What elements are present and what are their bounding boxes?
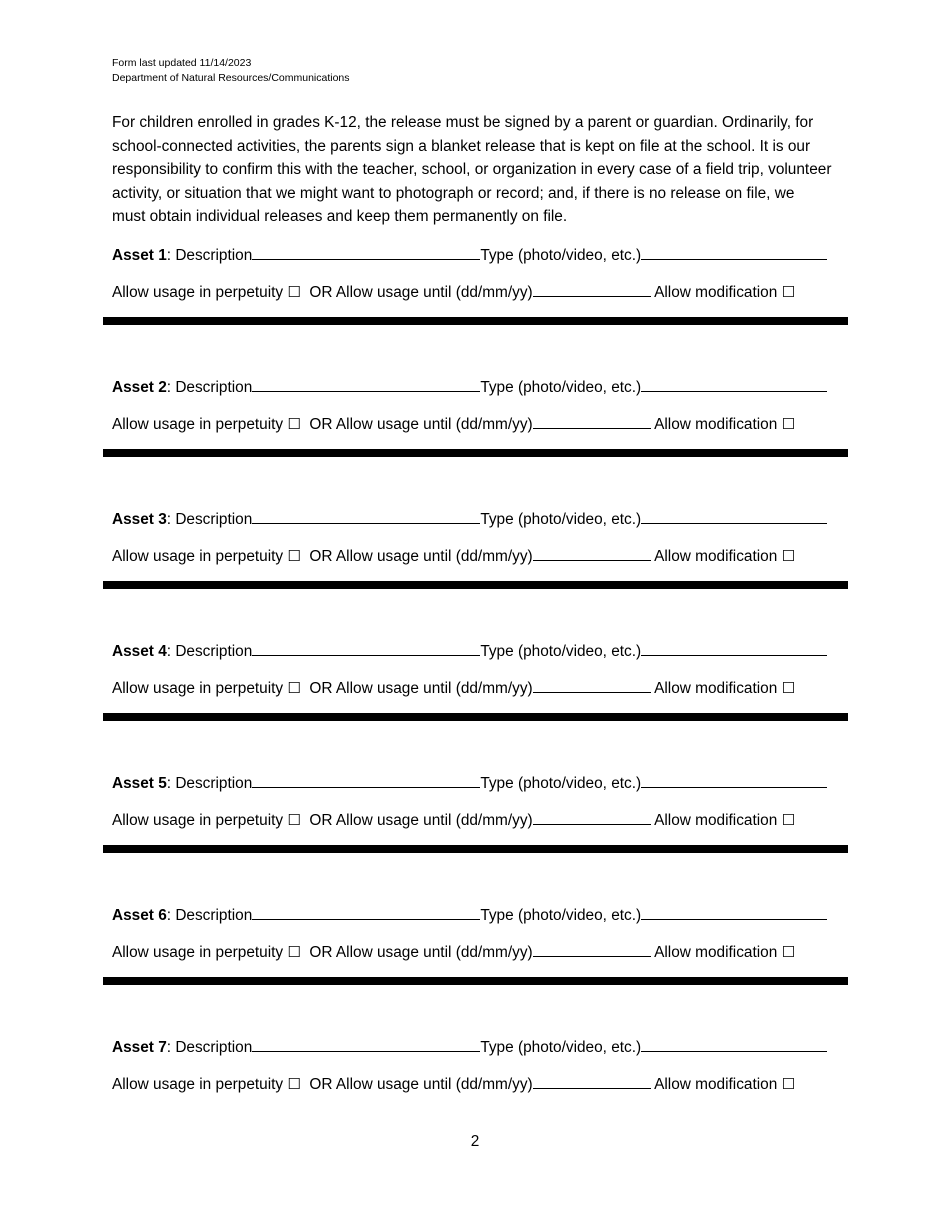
description-field[interactable] bbox=[252, 641, 480, 656]
asset-description-row bbox=[112, 509, 827, 530]
asset-description-row bbox=[112, 1037, 827, 1058]
perpetuity-label: Allow usage in perpetuity bbox=[112, 548, 284, 565]
description-field[interactable] bbox=[252, 773, 480, 788]
modification-checkbox[interactable]: ☐ bbox=[781, 547, 796, 565]
asset-description-row bbox=[112, 641, 827, 662]
modification-label: Allow modification bbox=[654, 548, 778, 565]
modification-checkbox[interactable]: ☐ bbox=[781, 415, 796, 433]
description-label: : Description bbox=[166, 511, 253, 528]
type-field[interactable] bbox=[641, 245, 827, 260]
usage-until-label: OR Allow usage until (dd/mm/yy) bbox=[309, 284, 533, 301]
type-label: Type (photo/video, etc.) bbox=[480, 379, 642, 396]
section-divider bbox=[103, 713, 848, 721]
description-field[interactable] bbox=[252, 905, 480, 920]
type-field[interactable] bbox=[641, 641, 827, 656]
usage-until-label: OR Allow usage until (dd/mm/yy) bbox=[309, 416, 533, 433]
description-label: : Description bbox=[166, 247, 253, 264]
modification-checkbox[interactable]: ☐ bbox=[781, 283, 796, 301]
perpetuity-checkbox[interactable]: ☐ bbox=[287, 547, 301, 565]
modification-label: Allow modification bbox=[654, 416, 778, 433]
type-field[interactable] bbox=[641, 773, 827, 788]
usage-until-date-field[interactable] bbox=[533, 678, 651, 693]
asset-description-row bbox=[112, 245, 827, 266]
intro-paragraph: For children enrolled in grades K-12, the release must be signed by a parent or guardian. Ordinarily, for school-connected activities, the parents sign a blanket release that is kept on file at the school. It is our responsibility to confirm this with the teacher, school, or organization in every case of a field trip, volunteer activity, or situation that we might want to photograph or record; and, if there is no release on file, we must obtain individual releases and keep them permanently on file. bbox=[112, 114, 832, 226]
section-divider bbox=[103, 845, 848, 853]
type-field[interactable] bbox=[641, 377, 827, 392]
perpetuity-label: Allow usage in perpetuity bbox=[112, 812, 284, 829]
section-divider bbox=[103, 449, 848, 457]
section-divider bbox=[103, 317, 848, 325]
asset-usage-row bbox=[112, 1074, 795, 1095]
description-label: : Description bbox=[166, 643, 253, 660]
asset-label: Asset 2 bbox=[112, 379, 167, 396]
asset-usage-row bbox=[112, 942, 795, 963]
usage-until-label: OR Allow usage until (dd/mm/yy) bbox=[309, 812, 533, 829]
modification-checkbox[interactable]: ☐ bbox=[781, 943, 796, 961]
asset-description-row bbox=[112, 377, 827, 398]
usage-until-label: OR Allow usage until (dd/mm/yy) bbox=[309, 680, 533, 697]
perpetuity-checkbox[interactable]: ☐ bbox=[287, 283, 301, 301]
perpetuity-label: Allow usage in perpetuity bbox=[112, 416, 284, 433]
asset-usage-row bbox=[112, 810, 795, 831]
usage-until-label: OR Allow usage until (dd/mm/yy) bbox=[309, 944, 533, 961]
description-field[interactable] bbox=[252, 1037, 480, 1052]
asset-label: Asset 1 bbox=[112, 247, 167, 264]
type-field[interactable] bbox=[641, 1037, 827, 1052]
modification-checkbox[interactable]: ☐ bbox=[781, 1075, 796, 1093]
description-label: : Description bbox=[166, 1039, 253, 1056]
perpetuity-label: Allow usage in perpetuity bbox=[112, 284, 284, 301]
form-header bbox=[112, 56, 350, 86]
perpetuity-label: Allow usage in perpetuity bbox=[112, 944, 284, 961]
type-field[interactable] bbox=[641, 509, 827, 524]
asset-label: Asset 3 bbox=[112, 511, 167, 528]
form-updated-date: Form last updated 11/14/2023 bbox=[112, 57, 252, 69]
modification-label: Allow modification bbox=[654, 680, 778, 697]
perpetuity-checkbox[interactable]: ☐ bbox=[287, 943, 301, 961]
perpetuity-label: Allow usage in perpetuity bbox=[112, 680, 284, 697]
usage-until-date-field[interactable] bbox=[533, 282, 651, 297]
perpetuity-checkbox[interactable]: ☐ bbox=[287, 1075, 301, 1093]
description-field[interactable] bbox=[252, 377, 480, 392]
asset-usage-row bbox=[112, 678, 795, 699]
modification-checkbox[interactable]: ☐ bbox=[781, 811, 796, 829]
type-label: Type (photo/video, etc.) bbox=[480, 775, 642, 792]
department-name: Department of Natural Resources/Communications bbox=[112, 72, 350, 84]
usage-until-date-field[interactable] bbox=[533, 810, 651, 825]
asset-usage-row bbox=[112, 546, 795, 567]
perpetuity-label: Allow usage in perpetuity bbox=[112, 1076, 284, 1093]
type-field[interactable] bbox=[641, 905, 827, 920]
modification-label: Allow modification bbox=[654, 944, 778, 961]
modification-label: Allow modification bbox=[654, 812, 778, 829]
page-number: 2 bbox=[470, 1133, 480, 1150]
asset-label: Asset 5 bbox=[112, 775, 167, 792]
section-divider bbox=[103, 581, 848, 589]
type-label: Type (photo/video, etc.) bbox=[480, 1039, 642, 1056]
usage-until-date-field[interactable] bbox=[533, 1074, 651, 1089]
asset-usage-row bbox=[112, 414, 795, 435]
description-field[interactable] bbox=[252, 509, 480, 524]
usage-until-date-field[interactable] bbox=[533, 414, 651, 429]
usage-until-label: OR Allow usage until (dd/mm/yy) bbox=[309, 548, 533, 565]
modification-label: Allow modification bbox=[654, 1076, 778, 1093]
modification-checkbox[interactable]: ☐ bbox=[781, 679, 796, 697]
usage-until-label: OR Allow usage until (dd/mm/yy) bbox=[309, 1076, 533, 1093]
asset-description-row bbox=[112, 905, 827, 926]
perpetuity-checkbox[interactable]: ☐ bbox=[287, 415, 301, 433]
description-label: : Description bbox=[166, 379, 253, 396]
type-label: Type (photo/video, etc.) bbox=[480, 511, 642, 528]
type-label: Type (photo/video, etc.) bbox=[480, 907, 642, 924]
asset-label: Asset 7 bbox=[112, 1039, 167, 1056]
usage-until-date-field[interactable] bbox=[533, 546, 651, 561]
usage-until-date-field[interactable] bbox=[533, 942, 651, 957]
perpetuity-checkbox[interactable]: ☐ bbox=[287, 679, 301, 697]
asset-label: Asset 4 bbox=[112, 643, 167, 660]
asset-label: Asset 6 bbox=[112, 907, 167, 924]
type-label: Type (photo/video, etc.) bbox=[480, 247, 642, 264]
description-field[interactable] bbox=[252, 245, 480, 260]
asset-usage-row bbox=[112, 282, 795, 303]
type-label: Type (photo/video, etc.) bbox=[480, 643, 642, 660]
asset-description-row bbox=[112, 773, 827, 794]
section-divider bbox=[103, 977, 848, 985]
description-label: : Description bbox=[166, 907, 253, 924]
description-label: : Description bbox=[166, 775, 253, 792]
perpetuity-checkbox[interactable]: ☐ bbox=[287, 811, 301, 829]
modification-label: Allow modification bbox=[654, 284, 778, 301]
